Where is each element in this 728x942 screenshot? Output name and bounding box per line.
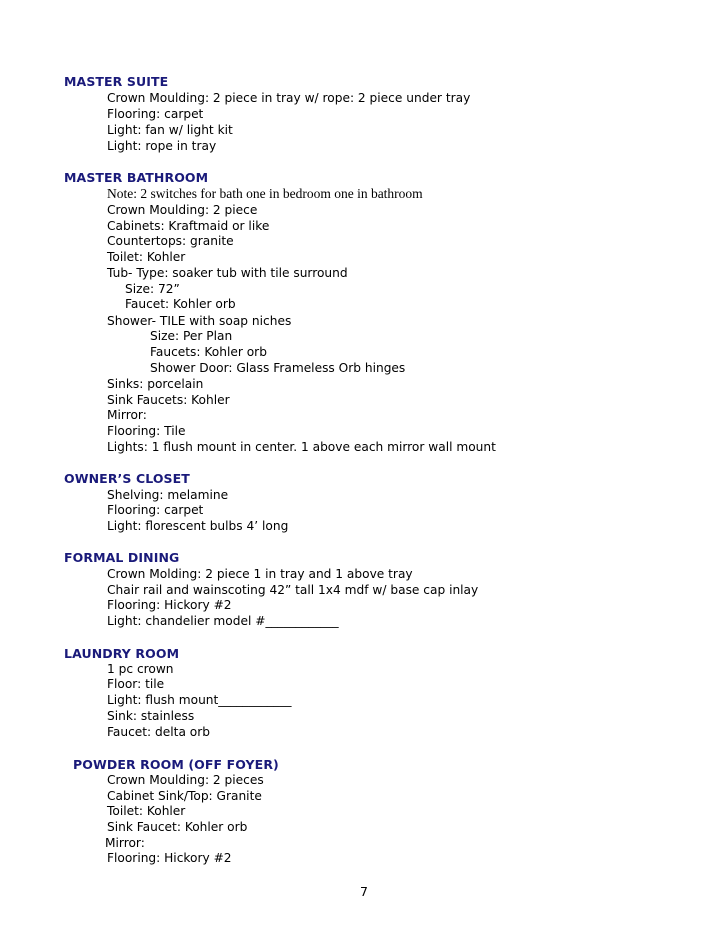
master-bathroom-line: Lights: 1 flush mount in center. 1 above each mirror wall mount	[107, 440, 496, 454]
section-heading-master-bathroom: MASTER BATHROOM	[64, 170, 209, 185]
master-bathroom-line: Crown Moulding: 2 piece	[107, 203, 258, 217]
master-suite-line: Crown Moulding: 2 piece in tray w/ rope: 2 piece under tray	[107, 91, 471, 105]
master-bathroom-line: Shower Door: Glass Frameless Orb hinges	[150, 361, 406, 375]
powder-room-line: Toilet: Kohler	[107, 804, 186, 818]
powder-room-line: Crown Moulding: 2 pieces	[107, 773, 264, 787]
powder-room-line: Sink Faucet: Kohler orb	[107, 820, 248, 834]
master-bathroom-line: Mirror:	[107, 408, 147, 422]
formal-dining-line: Crown Molding: 2 piece 1 in tray and 1 above tray	[107, 567, 413, 581]
master-suite-line: Flooring: carpet	[107, 107, 204, 121]
powder-room-line: Cabinet Sink/Top: Granite	[107, 789, 262, 803]
formal-dining-line: Flooring: Hickory #2	[107, 598, 232, 612]
powder-room-line: Flooring: Hickory #2	[107, 851, 232, 865]
master-bathroom-line: Cabinets: Kraftmaid or like	[107, 219, 270, 233]
owners-closet-line: Light: florescent bulbs 4’ long	[107, 519, 289, 533]
section-heading-powder-room: POWDER ROOM (OFF FOYER)	[73, 757, 279, 772]
master-bathroom-line: Faucet: Kohler orb	[125, 297, 236, 311]
master-bathroom-line: Tub- Type: soaker tub with tile surround	[107, 266, 348, 280]
laundry-room-line: Light: flush mount____________	[107, 693, 292, 707]
master-bathroom-line: Countertops: granite	[107, 234, 234, 248]
owners-closet-line: Shelving: melamine	[107, 488, 229, 502]
laundry-room-line: Floor: tile	[107, 677, 165, 691]
master-bathroom-line: Flooring: Tile	[107, 424, 186, 438]
master-bathroom-line: Size: 72”	[125, 282, 180, 296]
laundry-room-line: 1 pc crown	[107, 662, 174, 676]
section-heading-laundry-room: LAUNDRY ROOM	[64, 646, 180, 661]
master-bathroom-line: Sink Faucets: Kohler	[107, 393, 230, 407]
master-suite-line: Light: fan w/ light kit	[107, 123, 233, 137]
master-bathroom-line: Faucets: Kohler orb	[150, 345, 267, 359]
master-bathroom-line: Size: Per Plan	[150, 329, 233, 343]
owners-closet-line: Flooring: carpet	[107, 503, 204, 517]
formal-dining-line: Chair rail and wainscoting 42” tall 1x4 mdf w/ base cap inlay	[107, 583, 479, 597]
laundry-room-line: Faucet: delta orb	[107, 725, 210, 739]
master-suite-line: Light: rope in tray	[107, 139, 217, 153]
master-bathroom-note: Note: 2 switches for bath one in bedroom one in bathroom	[107, 186, 423, 201]
section-heading-master-suite: MASTER SUITE	[64, 74, 169, 89]
laundry-room-line: Sink: stainless	[107, 709, 195, 723]
master-bathroom-line: Sinks: porcelain	[107, 377, 204, 391]
powder-room-line: Mirror:	[105, 836, 145, 850]
master-bathroom-line: Toilet: Kohler	[107, 250, 186, 264]
formal-dining-line: Light: chandelier model #____________	[107, 614, 339, 628]
section-heading-owners-closet: OWNER’S CLOSET	[64, 471, 190, 486]
page-number: 7	[360, 884, 368, 899]
master-bathroom-line: Shower- TILE with soap niches	[107, 314, 292, 328]
section-heading-formal-dining: FORMAL DINING	[64, 550, 180, 565]
